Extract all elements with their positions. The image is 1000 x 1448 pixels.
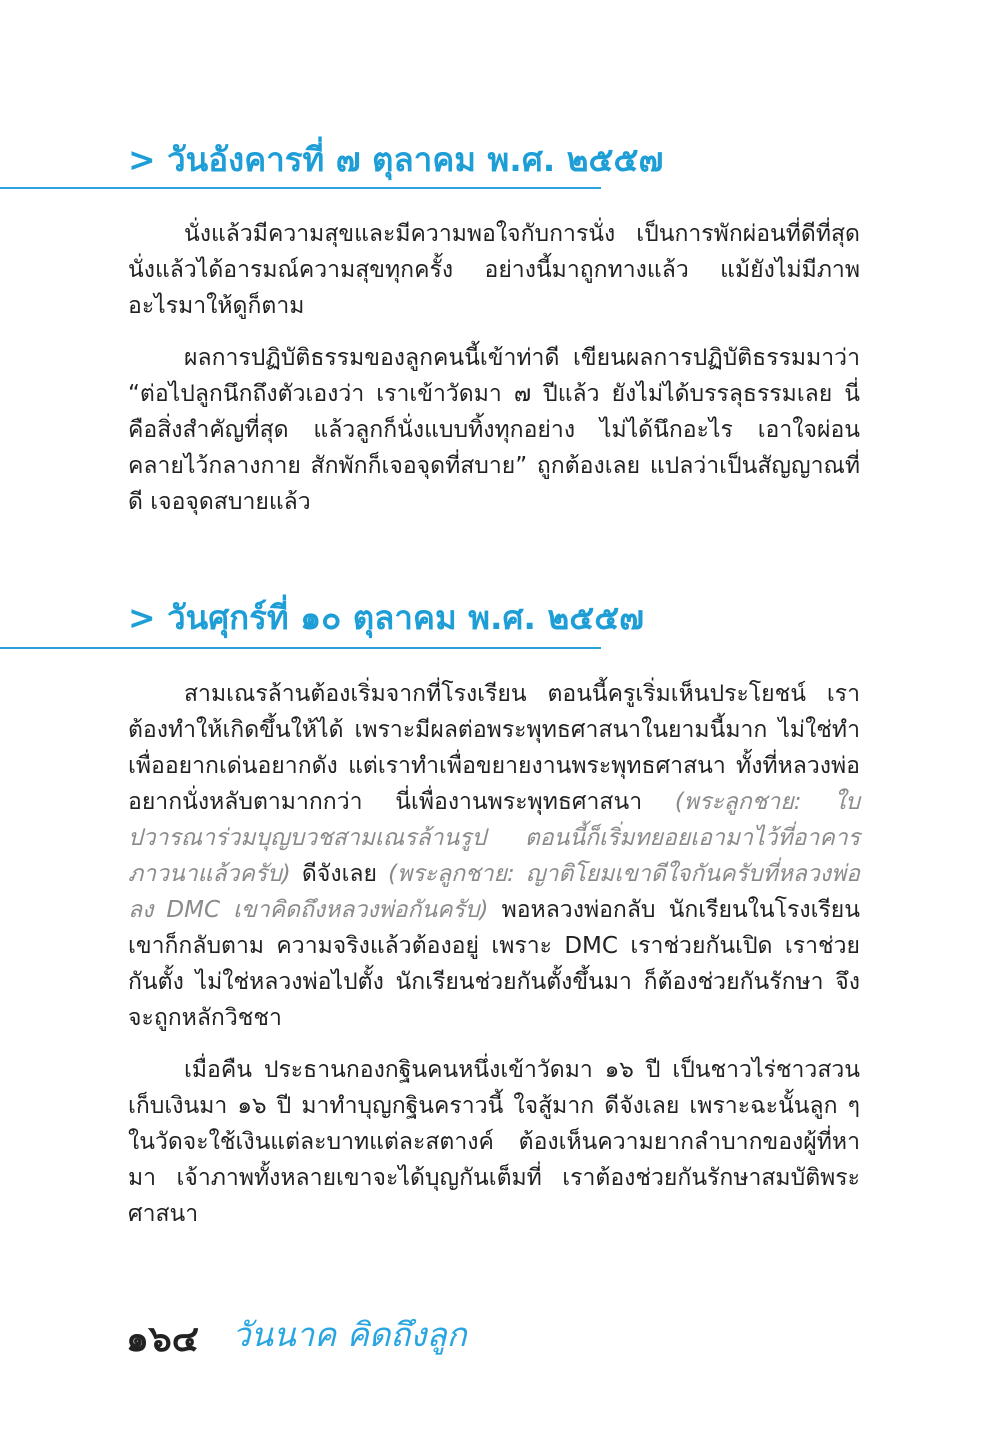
paragraph-text: สามเณรล้านต้องเริ่มจากที่โรงเรียน ตอนนี้ครูเริ่มเห็นประโยชน์ เราต้องทำให้เกิดขึ้นให้ได้ เพราะมีผลต่อพระพุทธศาสนาในยามนี้มาก ไม่ใช่ทำเพื่ออยากเด่นอยากดัง แต่เราทำเพื่อขยายงานพระพุทธศาสนา ทั้งที่หลวงพ่ออยากนั่งหลับตามากกว่า นี่เพื่องานพระพุทธศาสนา [128, 681, 860, 815]
page-number: ๑๖๔ [126, 1319, 199, 1360]
paragraph [128, 676, 860, 1036]
book-title-logo: วันนาค คิดถึงลูก [232, 1315, 467, 1354]
section-body-1 [128, 216, 860, 520]
section-heading-1: > วันอังคารที่ ๗ ตุลาคม พ.ศ. ๒๕๕๗ [128, 140, 664, 179]
annotation-note: (พระลูกชาย: ญาติโยมเขาดีใจกันครับที่หลวงพ่อลง DMC เขาคิดถึงหลวงพ่อกันครับ) [128, 861, 860, 923]
annotation-note: (พระลูกชาย: ใบปวารณาร่วมบุญบวชสามเณรล้านรูป ตอนนี้ก็เริ่มทยอยเอามาไว้ที่อาคารภาวนาแล้วครับ) [128, 789, 860, 887]
paragraph-text: พอหลวงพ่อกลับ นักเรียนในโรงเรียนเขาก็กลับตาม ความจริงแล้วต้องอยู่ เพราะ DMC เราช่วยกันเปิด เราช่วยกันตั้ง ไม่ใช่หลวงพ่อไปตั้ง นักเรียนช่วยกันตั้งขึ้นมา ก็ต้องช่วยกันรักษา จึงจะถูกหลักวิชชา [128, 897, 860, 1031]
paragraph-text: ดีจังเลย [301, 861, 377, 887]
section-body-2 [128, 676, 860, 1232]
paragraph: นั่งแล้วมีความสุขและมีความพอใจกับการนั่ง เป็นการพักผ่อนที่ดีที่สุด นั่งแล้วได้อารมณ์ความสุขทุกครั้ง อย่างนี้มาถูกทางแล้ว แม้ยังไม่มีภาพอะไรมาให้ดูก็ตาม [128, 221, 860, 319]
section-heading-2: > วันศุกร์ที่ ๑๐ ตุลาคม พ.ศ. ๒๕๕๗ [128, 598, 644, 637]
paragraph: ผลการปฏิบัติธรรมของลูกคนนี้เข้าท่าดี เขียนผลการปฏิบัติธรรมมาว่า “ต่อไปลูกนึกถึงตัวเองว่า เราเข้าวัดมา ๗ ปีแล้ว ยังไม่ได้บรรลุธรรมเลย นี่คือสิ่งสำคัญที่สุด แล้วลูกก็นั่งแบบทิ้งทุกอย่าง ไม่ได้นึกอะไร เอาใจผ่อนคลายไว้กลางกาย สักพักก็เจอจุดที่สบาย” ถูกต้องเลย แปลว่าเป็นสัญญาณที่ดี เจอจุดสบายแล้ว [128, 345, 860, 515]
heading-divider-2 [0, 647, 601, 649]
heading-divider-1 [0, 187, 601, 189]
paragraph: เมื่อคืน ประธานกองกฐินคนหนึ่งเข้าวัดมา ๑๖ ปี เป็นชาวไร่ชาวสวน เก็บเงินมา ๑๖ ปี มาทำบุญกฐินคราวนี้ ใจสู้มาก ดีจังเลย เพราะฉะนั้นลูก ๆ ในวัดจะใช้เงินแต่ละบาทแต่ละสตางค์ ต้องเห็นความยากลำบากของผู้ที่หามา เจ้าภาพทั้งหลายเขาจะได้บุญกันเต็มที่ เราต้องช่วยกันรักษาสมบัติพระศาสนา [128, 1057, 860, 1227]
